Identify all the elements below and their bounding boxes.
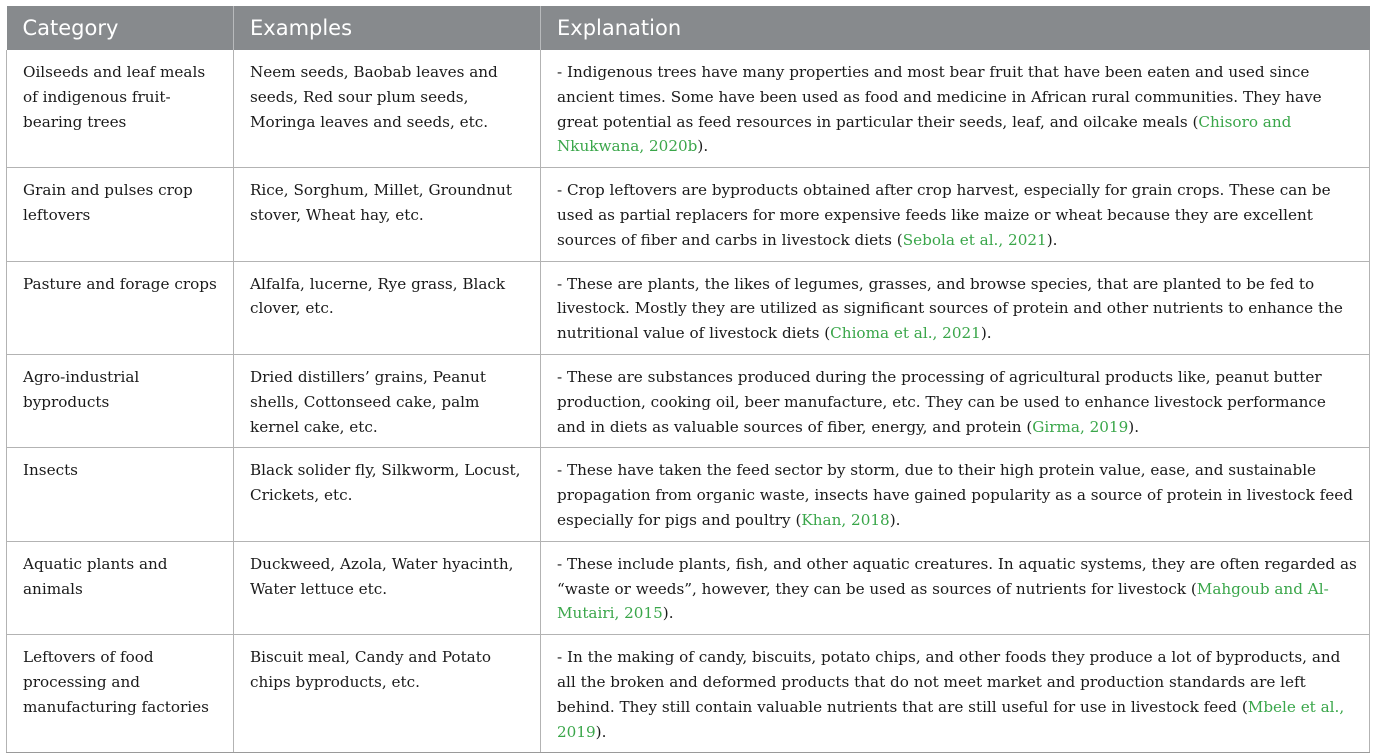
examples-cell: Black solider fly, Silkworm, Locust, Crickets, etc. bbox=[234, 448, 541, 541]
header-examples: Examples bbox=[234, 6, 541, 50]
explanation-tail: ). bbox=[697, 137, 709, 156]
explanation-tail: ). bbox=[889, 510, 901, 529]
table-header bbox=[7, 6, 1370, 50]
explanation-tail: ). bbox=[595, 722, 607, 741]
header-explanation: Explanation bbox=[541, 6, 1370, 50]
explanation-text: - These include plants, fish, and other aquatic creatures. In aquatic systems, they are often regarded as “waste or weeds”, however, they can be used as sources of nutrients for livestock ( bbox=[557, 554, 1357, 598]
citation-link[interactable]: Girma, 2019 bbox=[1032, 417, 1129, 436]
citation-link[interactable]: Mbele et al., 2019 bbox=[557, 697, 1345, 741]
explanation-cell bbox=[541, 50, 1370, 168]
examples-cell: Duckweed, Azola, Water hyacinth, Water lettuce etc. bbox=[234, 541, 541, 634]
category-cell: Agro-industrial byproducts bbox=[7, 354, 234, 447]
examples-cell: Alfalfa, lucerne, Rye grass, Black clover, etc. bbox=[234, 261, 541, 354]
explanation-tail: ). bbox=[1128, 417, 1140, 436]
explanation-tail: ). bbox=[1046, 230, 1058, 249]
explanation-text: - Indigenous trees have many properties and most bear fruit that have been eaten and used since ancient times. Some have been used as food and medicine in African rural communities. They have great potential as feed resources in particular their seeds, leaf, and oilcake meals ( bbox=[557, 63, 1322, 131]
examples-cell: Biscuit meal, Candy and Potato chips byproducts, etc. bbox=[234, 635, 541, 753]
table-row bbox=[7, 261, 1370, 354]
table-row bbox=[7, 354, 1370, 447]
explanation-text: - Crop leftovers are byproducts obtained after crop harvest, especially for grain crops. These can be used as partial replacers for more expensive feeds like maize or wheat because they are excellent sources of fiber and carbs in livestock diets ( bbox=[557, 181, 1331, 249]
category-cell: Insects bbox=[7, 448, 234, 541]
category-cell: Aquatic plants and animals bbox=[7, 541, 234, 634]
feed-resources-table bbox=[6, 6, 1370, 753]
explanation-cell bbox=[541, 354, 1370, 447]
table-body bbox=[7, 50, 1370, 753]
explanation-cell bbox=[541, 541, 1370, 634]
explanation-text: - These have taken the feed sector by storm, due to their high protein value, ease, and sustainable propagation from organic waste, insects have gained popularity as a source of protein in livestock feed especially for pigs and poultry ( bbox=[557, 461, 1353, 529]
category-cell: Oilseeds and leaf meals of indigenous fruit-bearing trees bbox=[7, 50, 234, 168]
citation-link[interactable]: Chisoro and Nkukwana, 2020b bbox=[557, 112, 1292, 156]
category-cell: Pasture and forage crops bbox=[7, 261, 234, 354]
category-cell: Leftovers of food processing and manufacturing factories bbox=[7, 635, 234, 753]
header-category: Category bbox=[7, 6, 234, 50]
citation-link[interactable]: Sebola et al., 2021 bbox=[902, 230, 1047, 249]
explanation-text: - In the making of candy, biscuits, potato chips, and other foods they produce a lot of byproducts, and all the broken and deformed products that do not meet market and production standards are left behind. They still contain valuable nutrients that are still useful for use in livestock feed ( bbox=[557, 648, 1341, 716]
explanation-cell bbox=[541, 635, 1370, 753]
table-row bbox=[7, 50, 1370, 168]
explanation-cell bbox=[541, 168, 1370, 261]
explanation-tail: ). bbox=[662, 604, 674, 623]
examples-cell: Neem seeds, Baobab leaves and seeds, Red sour plum seeds, Moringa leaves and seeds, etc. bbox=[234, 50, 541, 168]
explanation-tail: ). bbox=[980, 324, 992, 343]
table-row bbox=[7, 635, 1370, 753]
table-row bbox=[7, 448, 1370, 541]
category-cell: Grain and pulses crop leftovers bbox=[7, 168, 234, 261]
table-row bbox=[7, 541, 1370, 634]
explanation-cell bbox=[541, 261, 1370, 354]
citation-link[interactable]: Mahgoub and Al-Mutairi, 2015 bbox=[557, 579, 1329, 623]
explanation-text: - These are plants, the likes of legumes, grasses, and browse species, that are planted to be fed to livestock. Mostly they are utilized as significant sources of protein and other nutrients to enhance the nutritional value of livestock diets ( bbox=[557, 274, 1343, 343]
header-row bbox=[7, 6, 1370, 50]
explanation-cell bbox=[541, 448, 1370, 541]
examples-cell: Dried distillers’ grains, Peanut shells, Cottonseed cake, palm kernel cake, etc. bbox=[234, 354, 541, 447]
citation-link[interactable]: Chioma et al., 2021 bbox=[830, 324, 981, 343]
table-row bbox=[7, 168, 1370, 261]
explanation-text: - These are substances produced during the processing of agricultural products like, peanut butter production, cooking oil, beer manufacture, etc. They can be used to enhance livestock performance and in diets as valuable sources of fiber, energy, and protein ( bbox=[557, 367, 1326, 436]
citation-link[interactable]: Khan, 2018 bbox=[801, 510, 890, 529]
examples-cell: Rice, Sorghum, Millet, Groundnut stover, Wheat hay, etc. bbox=[234, 168, 541, 261]
